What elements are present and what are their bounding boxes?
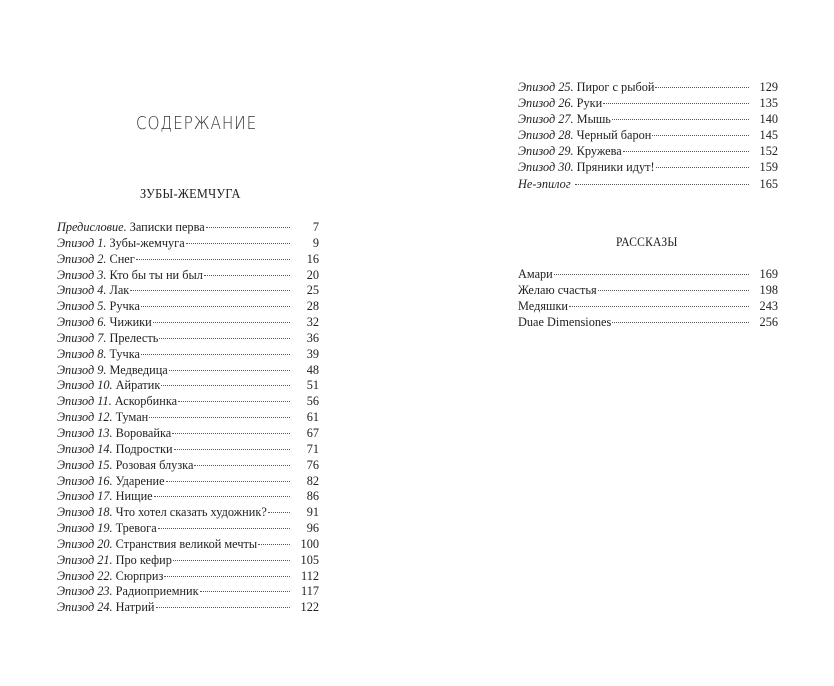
toc-entry <box>518 143 778 159</box>
dot-leader <box>172 433 290 434</box>
entry-title: Тревога <box>115 521 157 536</box>
page-number: 117 <box>301 584 319 599</box>
toc-entry <box>57 569 319 585</box>
toc-list-right <box>518 79 778 192</box>
page-number: 112 <box>301 568 319 583</box>
page-number: 56 <box>306 394 319 409</box>
page-number: 67 <box>306 425 319 440</box>
dot-leader <box>200 591 290 592</box>
toc-entry <box>57 220 319 236</box>
entry-title: Ударение <box>115 473 165 488</box>
section-title-rasskazy: РАССКАЗЫ <box>616 235 678 249</box>
entry-title: Нищие <box>115 489 153 504</box>
toc-entry <box>57 252 319 268</box>
toc-entry <box>57 236 319 252</box>
entry-title: Радиоприемник <box>115 584 199 599</box>
dot-leader <box>178 401 290 402</box>
entry-title: Медведица <box>109 362 168 377</box>
toc-entry <box>57 553 319 569</box>
page-number: 105 <box>300 552 319 567</box>
page-number: 129 <box>759 80 778 94</box>
episode-label: Эпизод 17. <box>57 489 113 504</box>
dot-leader <box>569 306 749 307</box>
page-number: 122 <box>300 600 319 615</box>
entry-title: Про кефир <box>115 552 172 567</box>
toc-entry <box>57 410 319 426</box>
episode-label: Эпизод 15. <box>57 457 113 472</box>
toc-entry <box>57 584 319 600</box>
dot-leader <box>149 417 290 418</box>
dot-leader <box>158 528 290 529</box>
entry-title: Руки <box>576 96 603 111</box>
page-number: 159 <box>759 160 778 175</box>
toc-entry <box>57 474 319 490</box>
episode-label: Эпизод 13. <box>57 425 113 440</box>
entry-title: Кружева <box>576 144 622 159</box>
episode-label: Эпизод 25. <box>518 80 574 94</box>
toc-entry <box>518 127 778 143</box>
dot-leader <box>603 103 749 104</box>
page-number: 61 <box>306 410 319 425</box>
episode-label: Эпизод 9. <box>57 362 107 377</box>
entry-title: Ручка <box>109 299 140 314</box>
episode-label: Эпизод 26. <box>518 96 574 111</box>
page-number: 7 <box>312 220 319 234</box>
episode-label: Эпизод 11. <box>57 394 112 409</box>
episode-label: Эпизод 19. <box>57 521 113 536</box>
dot-leader <box>206 227 290 228</box>
contents-title: СОДЕРЖАНИЕ <box>136 113 258 134</box>
toc-entry <box>57 489 319 505</box>
entry-title: Зубы-жемчуга <box>109 235 185 250</box>
entry-title: Амари <box>518 267 553 281</box>
entry-title: Аскорбинка <box>114 394 178 409</box>
toc-entry <box>57 426 319 442</box>
episode-label: Эпизод 5. <box>57 299 107 314</box>
dot-leader <box>136 259 290 260</box>
page-number: 135 <box>759 96 778 111</box>
page-number: 76 <box>306 457 319 472</box>
page-number: 198 <box>759 283 778 298</box>
dot-leader <box>554 274 749 275</box>
page-number: 32 <box>306 315 319 330</box>
toc-entry <box>57 268 319 284</box>
toc-entry <box>57 315 319 331</box>
toc-entry <box>518 314 778 330</box>
page-number: 169 <box>759 267 778 281</box>
dot-leader <box>174 449 290 450</box>
toc-entry <box>57 331 319 347</box>
toc-entry <box>57 537 319 553</box>
toc-entry <box>518 79 778 95</box>
entry-title: Кто бы ты ни был <box>109 267 203 282</box>
toc-entry <box>57 299 319 315</box>
page-number: 25 <box>306 283 319 298</box>
toc-entry <box>518 282 778 298</box>
episode-label: Эпизод 12. <box>57 410 113 425</box>
page-number: 100 <box>300 536 319 551</box>
page-number: 39 <box>306 346 319 361</box>
dot-leader <box>153 322 290 323</box>
page-number: 140 <box>759 112 778 127</box>
episode-label: Эпизод 10. <box>57 378 113 393</box>
toc-entry <box>57 521 319 537</box>
page-number: 51 <box>306 378 319 393</box>
episode-label: Эпизод 20. <box>57 536 113 551</box>
section-title-zuby-zhemchuga: ЗУБЫ-ЖЕМЧУГА <box>140 187 241 202</box>
toc-list-left <box>57 220 319 616</box>
toc-entry <box>518 111 778 127</box>
page-number: 36 <box>306 330 319 345</box>
episode-label: Эпизод 29. <box>518 144 574 159</box>
toc-entry <box>518 266 778 282</box>
episode-label: Эпизод 6. <box>57 315 107 330</box>
dot-leader <box>169 370 290 371</box>
entry-title: Черный барон <box>576 128 652 143</box>
entry-title: Туман <box>115 410 149 425</box>
episode-label: Эпизод 2. <box>57 251 107 266</box>
entry-title: Что хотел сказать художник? <box>115 505 267 520</box>
toc-entry <box>57 505 319 521</box>
toc-entry <box>57 458 319 474</box>
entry-title: Записки перва <box>129 220 205 234</box>
toc-entry <box>57 363 319 379</box>
entry-title: Лак <box>109 283 130 298</box>
entry-title: Медяшки <box>518 299 569 314</box>
dot-leader <box>161 385 290 386</box>
dot-leader <box>656 167 749 168</box>
entry-title: Воровайка <box>115 425 172 440</box>
episode-label: Эпизод 14. <box>57 441 113 456</box>
dot-leader <box>166 481 290 482</box>
episode-label: Эпизод 3. <box>57 267 107 282</box>
toc-entry <box>518 159 778 175</box>
page-number: 91 <box>306 505 319 520</box>
toc-entry <box>57 283 319 299</box>
toc-entry <box>57 442 319 458</box>
dot-leader <box>258 544 290 545</box>
entry-title: Натрий <box>115 600 155 615</box>
page-number: 82 <box>306 473 319 488</box>
episode-label: Эпизод 27. <box>518 112 574 127</box>
dot-leader <box>612 119 749 120</box>
entry-title: Снег <box>109 251 135 266</box>
episode-label: Эпизод 8. <box>57 346 107 361</box>
dot-leader <box>154 496 290 497</box>
entry-title: Сюрприз <box>115 568 164 583</box>
page-number: 145 <box>759 128 778 143</box>
dot-leader <box>164 576 290 577</box>
page-number: 243 <box>759 299 778 314</box>
entry-title: Пирог с рыбой <box>576 80 655 94</box>
dot-leader <box>141 354 290 355</box>
toc-entry <box>518 298 778 314</box>
dot-leader <box>623 151 749 152</box>
episode-label: Эпизод 23. <box>57 584 113 599</box>
episode-label: Эпизод 30. <box>518 160 574 175</box>
page-number: 28 <box>306 299 319 314</box>
page-number: 9 <box>312 235 319 250</box>
dot-leader <box>598 290 749 291</box>
entry-title: Желаю счастья <box>518 283 597 298</box>
episode-label: Эпизод 4. <box>57 283 107 298</box>
dot-leader <box>268 512 290 513</box>
toc-entry <box>57 378 319 394</box>
page-number: 48 <box>306 362 319 377</box>
dot-leader <box>141 306 290 307</box>
episode-label: Эпизод 22. <box>57 568 113 583</box>
page-number: 165 <box>759 176 778 191</box>
page-number: 71 <box>306 441 319 456</box>
episode-label: Не-эпилог <box>518 176 571 191</box>
episode-label: Эпизод 28. <box>518 128 574 143</box>
dot-leader <box>194 465 290 466</box>
entry-title: Странствия великой мечты <box>115 536 258 551</box>
page-number: 96 <box>306 521 319 536</box>
page-number: 16 <box>306 251 319 266</box>
toc-entry <box>57 600 319 616</box>
dot-leader <box>612 322 749 323</box>
episode-label: Эпизод 1. <box>57 235 107 250</box>
toc-entry <box>518 95 778 111</box>
page-number: 86 <box>306 489 319 504</box>
episode-label: Эпизод 21. <box>57 552 113 567</box>
episode-label: Предисловие. <box>57 220 127 234</box>
episode-label: Эпизод 16. <box>57 473 113 488</box>
dot-leader <box>186 243 290 244</box>
dot-leader <box>173 560 290 561</box>
dot-leader <box>575 184 749 185</box>
dot-leader <box>130 290 290 291</box>
entry-title: Пряники идут! <box>576 160 655 175</box>
dot-leader <box>204 275 290 276</box>
episode-label: Эпизод 7. <box>57 330 107 345</box>
dot-leader <box>159 338 290 339</box>
entry-title: Чижики <box>109 315 152 330</box>
episode-label: Эпизод 18. <box>57 505 113 520</box>
page-number: 152 <box>759 144 778 159</box>
entry-title: Розовая блузка <box>115 457 194 472</box>
entry-title: Прелесть <box>109 330 159 345</box>
dot-leader <box>156 607 291 608</box>
entry-title: Тучка <box>109 346 140 361</box>
toc-list-stories <box>518 266 778 330</box>
episode-label: Эпизод 24. <box>57 600 113 615</box>
toc-entry <box>57 394 319 410</box>
entry-title: Подростки <box>115 441 173 456</box>
dot-leader <box>655 87 749 88</box>
page-number: 20 <box>306 267 319 282</box>
page-number: 256 <box>759 315 778 330</box>
toc-entry <box>57 347 319 363</box>
entry-title: Duae Dimensiones <box>518 315 612 330</box>
toc-entry <box>518 176 778 192</box>
dot-leader <box>652 135 749 136</box>
entry-title: Мышь <box>576 112 611 127</box>
entry-title: Айратик <box>115 378 161 393</box>
